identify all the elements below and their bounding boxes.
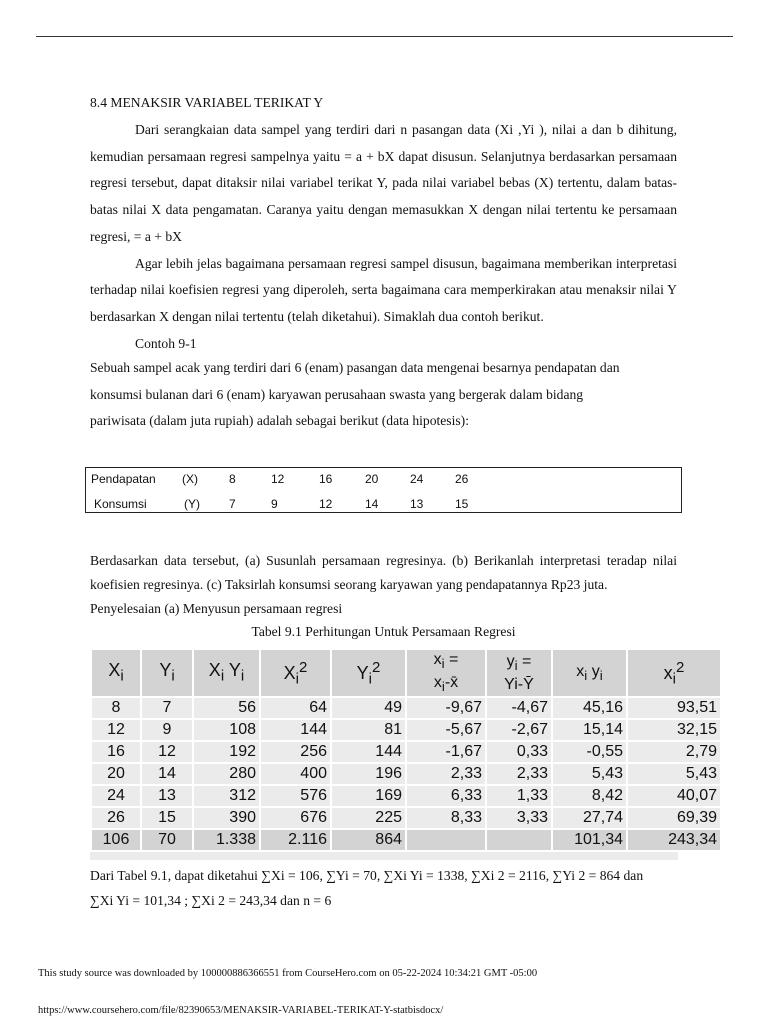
header-x-deviation-squared: $x_i^2$ xyxy=(627,649,721,697)
cell: 6,33 xyxy=(406,785,486,807)
cell: 5,43 xyxy=(627,763,721,785)
table-row xyxy=(91,785,721,807)
cell: 69,39 xyxy=(627,807,721,829)
cell: 225 xyxy=(331,807,406,829)
cell: 1,33 xyxy=(486,785,552,807)
header-y-deviation: $y_i$ = Yi-Ȳ xyxy=(486,649,552,697)
sample-intro xyxy=(90,357,677,433)
sample-intro-line: konsumsi bulanan dari 6 (enam) karyawan perusahaan swasta yang bergerak dalam bidang xyxy=(90,386,584,402)
questions-block xyxy=(90,549,677,621)
cell: 192 xyxy=(193,741,260,763)
header-x-deviation: $x_i$ = $x_i-x̄$ xyxy=(406,649,486,697)
summary-line: ∑Xi Yi = 101,34 ; ∑Xi 2 = 243,34 dan n = 6 xyxy=(90,892,332,908)
cell: 56 xyxy=(193,697,260,719)
sample-intro-line: Sebuah sampel acak yang terdiri dari 6 (enam) pasangan data mengenai besarnya pendapatan dan xyxy=(90,360,620,376)
summary-text xyxy=(90,864,677,913)
row-label: Konsumsi xyxy=(94,497,147,511)
questions-text: Berdasarkan data tersebut, (a) Susunlah persamaan regresinya. (b) Berikanlah interpretasi teradap nilai koefisien regresinya. (c) Taksirlah konsumsi seorang karyawan yang pendapatannya Rp23 juta. xyxy=(90,553,677,592)
cell: 13 xyxy=(141,785,193,807)
cell: 400 xyxy=(260,763,331,785)
total-cell: 243,34 xyxy=(627,829,721,851)
total-cell xyxy=(406,829,486,851)
paragraph-1: Dari serangkaian data sampel yang terdiri dari n pasangan data (Xi ,Yi ), nilai a dan b dihitung, kemudian persamaan regresi sampelnya yaitu = a + bX dapat disusun. Selanjutnya berdasarkan persamaan regresi tersebut, dapat ditaksir nilai variabel terikat Y, pada nilai variabel bebas (X) tertentu, dalam batas-batas nilai X data pengamatan. Caranya yaitu dengan memasukkan X dengan nilai tertentu ke persamaan regresi, = a + bX xyxy=(90,122,677,244)
regression-table xyxy=(90,648,722,852)
total-cell: 864 xyxy=(331,829,406,851)
cell: 20 xyxy=(91,763,141,785)
table-row xyxy=(91,719,721,741)
cell: 196 xyxy=(331,763,406,785)
cell: -9,67 xyxy=(406,697,486,719)
cell: 12 xyxy=(141,741,193,763)
cell: 40,07 xyxy=(627,785,721,807)
cell: -0,55 xyxy=(552,741,627,763)
cell: 24 xyxy=(91,785,141,807)
total-cell: 1.338 xyxy=(193,829,260,851)
table-total-row xyxy=(91,829,721,851)
cell: 8,42 xyxy=(552,785,627,807)
cell: 7 xyxy=(141,697,193,719)
cell: 0,33 xyxy=(486,741,552,763)
summary-line: Dari Tabel 9.1, dapat diketahui ∑Xi = 106, ∑Yi = 70, ∑Xi Yi = 1338, ∑Xi 2 = 2116, ∑Yi 2 = 864 dan xyxy=(90,868,644,883)
cell: 45,16 xyxy=(552,697,627,719)
cell: 93,51 xyxy=(627,697,721,719)
cell: 2,33 xyxy=(406,763,486,785)
cell: 26 xyxy=(91,807,141,829)
total-cell: 106 xyxy=(91,829,141,851)
total-cell: 101,34 xyxy=(552,829,627,851)
data-cell: 12 xyxy=(271,472,285,486)
cell: 64 xyxy=(260,697,331,719)
regression-table-image xyxy=(90,648,717,860)
document-body xyxy=(90,93,677,433)
data-cell: 8 xyxy=(229,472,236,486)
data-cell: 15 xyxy=(455,497,469,511)
header-xi-squared: $X_i^2$ xyxy=(260,649,331,697)
table-row xyxy=(91,807,721,829)
section-title: 8.4 MENAKSIR VARIABEL TERIKAT Y xyxy=(90,95,324,110)
data-cell: 12 xyxy=(319,497,333,511)
cell: 576 xyxy=(260,785,331,807)
cell: 144 xyxy=(260,719,331,741)
header-yi: $Y_i$ xyxy=(141,649,193,697)
cell: 676 xyxy=(260,807,331,829)
cell: 27,74 xyxy=(552,807,627,829)
row-symbol: (Y) xyxy=(184,497,200,511)
cell: -4,67 xyxy=(486,697,552,719)
data-cell: 20 xyxy=(365,472,379,486)
data-cell: 26 xyxy=(455,472,469,486)
table-row xyxy=(91,697,721,719)
table-header-row xyxy=(91,649,721,697)
table-row xyxy=(91,741,721,763)
cell: -1,67 xyxy=(406,741,486,763)
data-cell: 9 xyxy=(271,497,278,511)
cell: 390 xyxy=(193,807,260,829)
cell: 144 xyxy=(331,741,406,763)
cell: 169 xyxy=(331,785,406,807)
cell: 2,33 xyxy=(486,763,552,785)
example-title: Contoh 9-1 xyxy=(135,335,197,351)
header-xiyi: $X_i$ $Y_i$ xyxy=(193,649,260,697)
header-rule xyxy=(36,36,733,37)
cell: 3,33 xyxy=(486,807,552,829)
cell: -2,67 xyxy=(486,719,552,741)
cell: -5,67 xyxy=(406,719,486,741)
cell: 49 xyxy=(331,697,406,719)
solution-text: Penyelesaian (a) Menyusun persamaan regresi xyxy=(90,601,343,616)
footer-source: This study source was downloaded by 100000886366551 from CourseHero.com on 05-22-2024 10:34:21 GMT -05:00 xyxy=(38,968,538,979)
cell: 81 xyxy=(331,719,406,741)
cell: 12 xyxy=(91,719,141,741)
footer-url: https://www.coursehero.com/file/82390653/MENAKSIR-VARIABEL-TERIKAT-Y-statbisdocx/ xyxy=(38,1005,444,1016)
table-row xyxy=(91,763,721,785)
paragraph-2: Agar lebih jelas bagaimana persamaan regresi sampel disusun, bagaimana memberikan interpretasi terhadap nilai koefisien regresi yang diperoleh, serta bagaimana cara memperkirakan atau menaksir nilai Y berdasarkan X dengan nilai tertentu (telah diketahui). Simaklah dua contoh berikut. xyxy=(90,255,677,324)
cell: 15 xyxy=(141,807,193,829)
cell: 5,43 xyxy=(552,763,627,785)
total-cell xyxy=(486,829,552,851)
cell: 256 xyxy=(260,741,331,763)
sample-intro-line: pariwisata (dalam juta rupiah) adalah sebagai berikut (data hipotesis): xyxy=(90,413,469,429)
header-xy-deviation: $x_i$ $y_i$ xyxy=(552,649,627,697)
data-cell: 16 xyxy=(319,472,333,486)
data-cell: 13 xyxy=(410,497,424,511)
header-yi-squared: $Y_i^2$ xyxy=(331,649,406,697)
cell: 312 xyxy=(193,785,260,807)
cell: 15,14 xyxy=(552,719,627,741)
cell: 280 xyxy=(193,763,260,785)
data-table xyxy=(85,467,682,513)
total-cell: 2.116 xyxy=(260,829,331,851)
cell: 32,15 xyxy=(627,719,721,741)
cell: 8,33 xyxy=(406,807,486,829)
table-caption: Tabel 9.1 Perhitungan Untuk Persamaan Regresi xyxy=(251,624,516,639)
cell: 2,79 xyxy=(627,741,721,763)
row-symbol: (X) xyxy=(182,472,198,486)
data-cell: 24 xyxy=(410,472,424,486)
data-cell: 7 xyxy=(229,497,236,511)
cell: 14 xyxy=(141,763,193,785)
cell: 8 xyxy=(91,697,141,719)
cell: 9 xyxy=(141,719,193,741)
total-cell: 70 xyxy=(141,829,193,851)
data-cell: 14 xyxy=(365,497,379,511)
cell: 16 xyxy=(91,741,141,763)
header-xi: $X_i$ xyxy=(91,649,141,697)
row-label: Pendapatan xyxy=(91,472,156,486)
cell: 108 xyxy=(193,719,260,741)
